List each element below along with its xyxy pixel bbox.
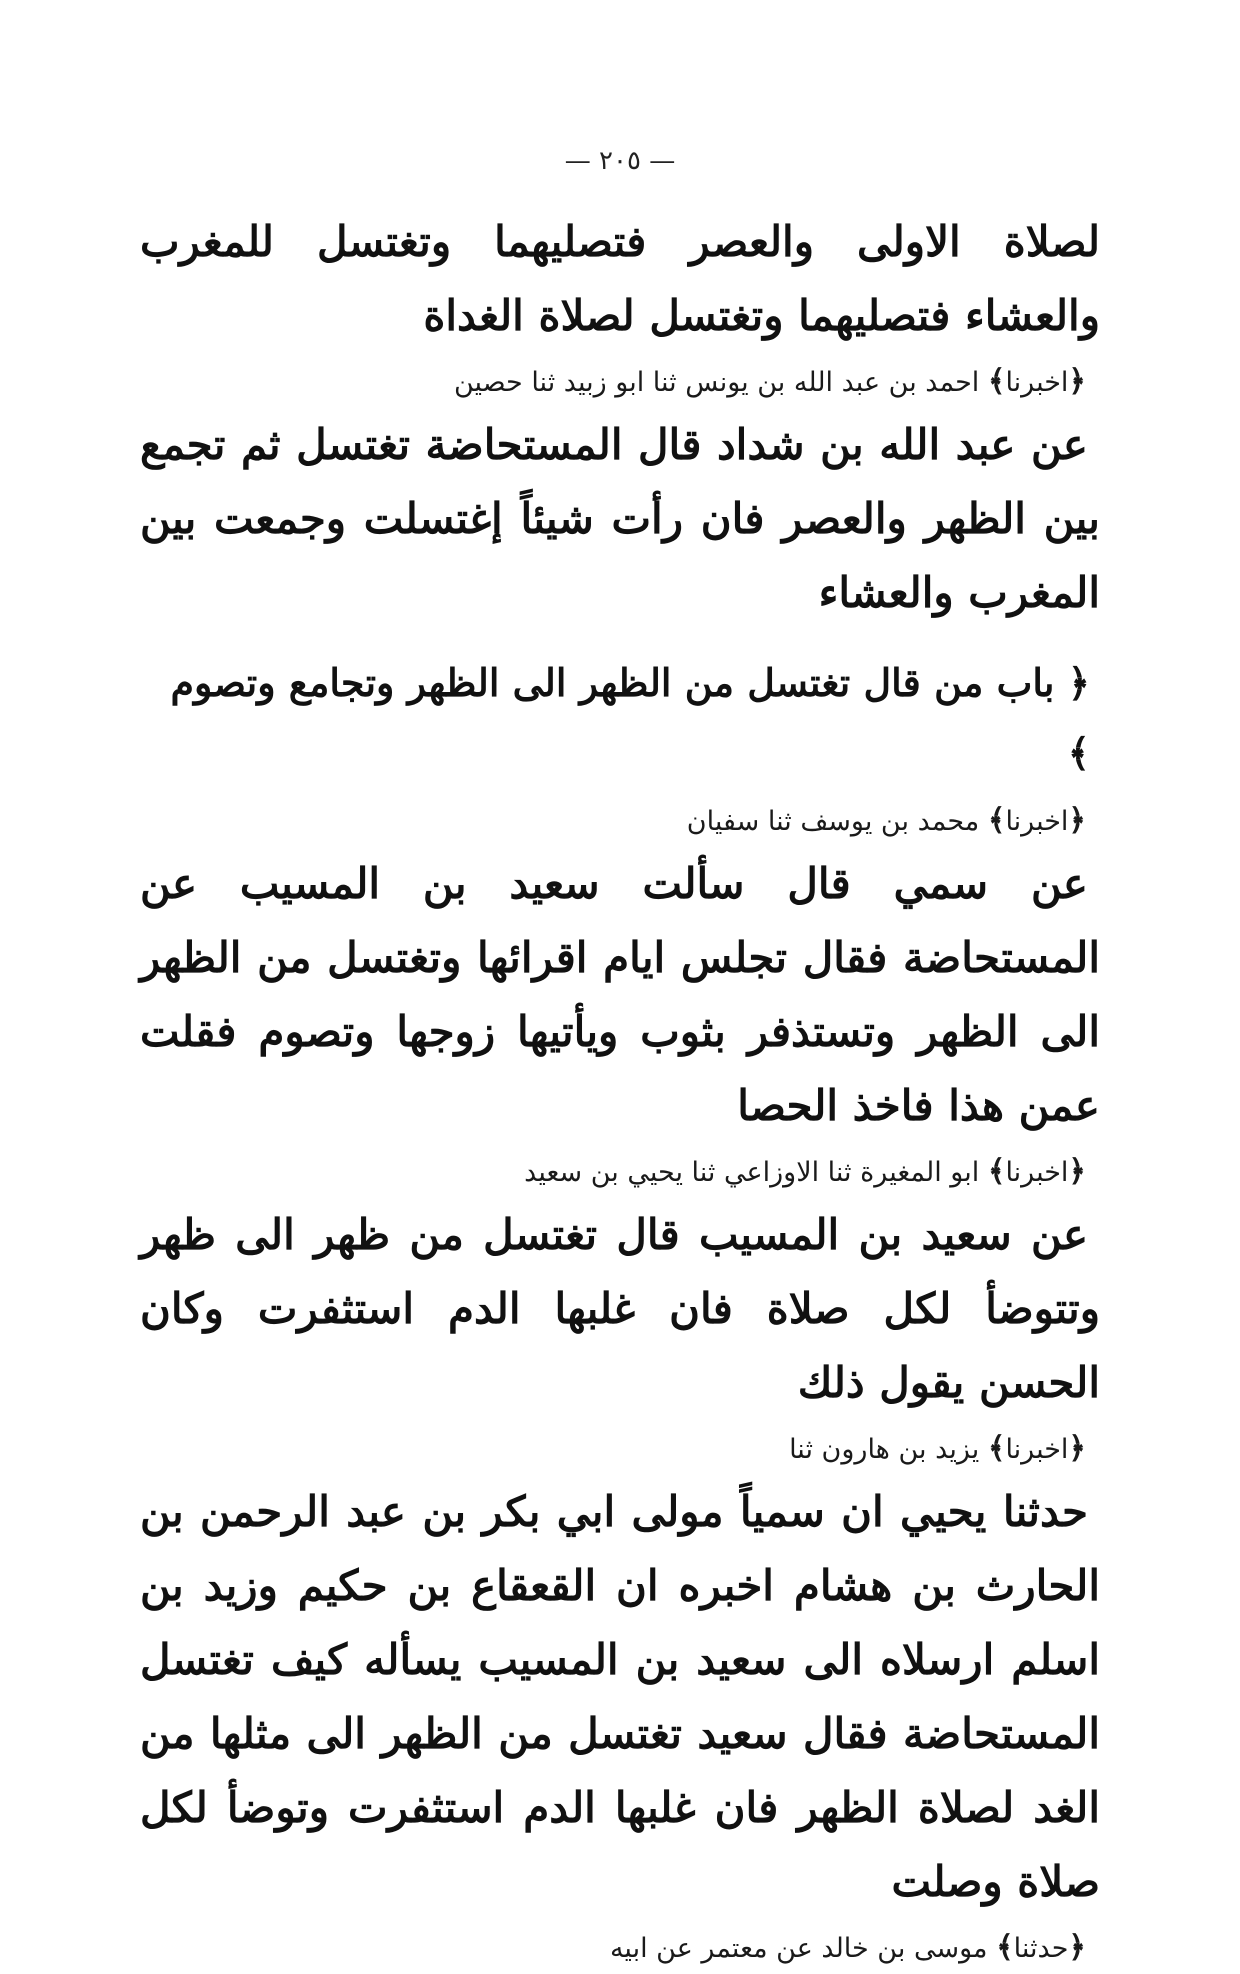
- isnad-chain: احمد بن عبد الله بن يونس ثنا ابو زبيد ثنا حصين: [453, 367, 980, 398]
- isnad-close-bracket: ﴾: [996, 1930, 1014, 1965]
- isnad-keyword: حدثنا: [1013, 1933, 1069, 1964]
- isnad-open-bracket: ﴿: [1068, 1154, 1086, 1189]
- text-column: [140, 205, 1100, 1974]
- isnad-line-2: [140, 796, 1100, 847]
- isnad-close-bracket: ﴾: [987, 1154, 1006, 1189]
- isnad-open-bracket: ﴿: [1068, 1431, 1086, 1466]
- isnad-line-5: [140, 1923, 1100, 1974]
- isnad-keyword: اخبرنا: [1005, 1434, 1069, 1465]
- isnad-keyword: اخبرنا: [1005, 1157, 1069, 1188]
- isnad-close-bracket: ﴾: [987, 803, 1006, 838]
- paragraph-5: حدثنا يحيي ان سمياً مولى ابي بكر بن عبد الرحمن بن الحارث بن هشام اخبره ان القعقاع بن حكيم وزيد بن اسلم ارسلاه الى سعيد بن المسيب يسأله كيف تغتسل المستحاضة فقال سعيد تغتسل من الظهر الى مثلها من الغد لصلاة الظهر فان غلبها الدم استثفرت وتوضأ لكل صلاة وصلت: [140, 1487, 1100, 1906]
- isnad-chain: يزيد بن هارون ثنا: [789, 1434, 980, 1465]
- paragraph-2: عن عبد الله بن شداد قال المستحاضة تغتسل ثم تجمع بين الظهر والعصر فان رأت شيئاً إغتسلت وجمعت بين المغرب والعشاء: [140, 420, 1100, 617]
- paragraph-3: عن سمي قال سألت سعيد بن المسيب عن المستحاضة فقال تجلس ايام اقرائها وتغتسل من الظهر الى الظهر وتستذفر بثوب ويأتيها زوجها وتصوم فقلت عمن هذا فاخذ الحصا: [140, 859, 1100, 1130]
- isnad-line-4: [140, 1424, 1100, 1475]
- paragraph-1: لصلاة الاولى والعصر فتصليهما وتغتسل للمغرب والعشاء فتصليهما وتغتسل لصلاة الغداة: [140, 217, 1100, 340]
- isnad-close-bracket: ﴾: [987, 1431, 1006, 1466]
- isnad-line-1: [140, 357, 1100, 408]
- isnad-open-bracket: ﴿: [1068, 1930, 1086, 1965]
- page-number: — ٢٠٥ —: [564, 146, 676, 176]
- isnad-open-bracket: ﴿: [1068, 364, 1086, 399]
- isnad-chain: ابو المغيرة ثنا الاوزاعي ثنا يحيي بن سعيد: [524, 1157, 980, 1188]
- chapter-heading: ﴿ باب من قال تغتسل من الظهر الى الظهر وتجامع وتصوم ﴾: [170, 660, 1090, 775]
- isnad-chain: محمد بن يوسف ثنا سفيان: [686, 806, 980, 837]
- isnad-keyword: اخبرنا: [1005, 806, 1069, 837]
- paragraph-4: عن سعيد بن المسيب قال تغتسل من ظهر الى ظهر وتتوضأ لكل صلاة فان غلبها الدم استثفرت وكان الحسن يقول ذلك: [140, 1210, 1100, 1407]
- isnad-line-3: [140, 1147, 1100, 1198]
- isnad-keyword: اخبرنا: [1005, 367, 1069, 398]
- isnad-open-bracket: ﴿: [1068, 803, 1086, 838]
- isnad-chain: موسى بن خالد عن معتمر عن ابيه: [609, 1933, 988, 1964]
- isnad-close-bracket: ﴾: [987, 364, 1006, 399]
